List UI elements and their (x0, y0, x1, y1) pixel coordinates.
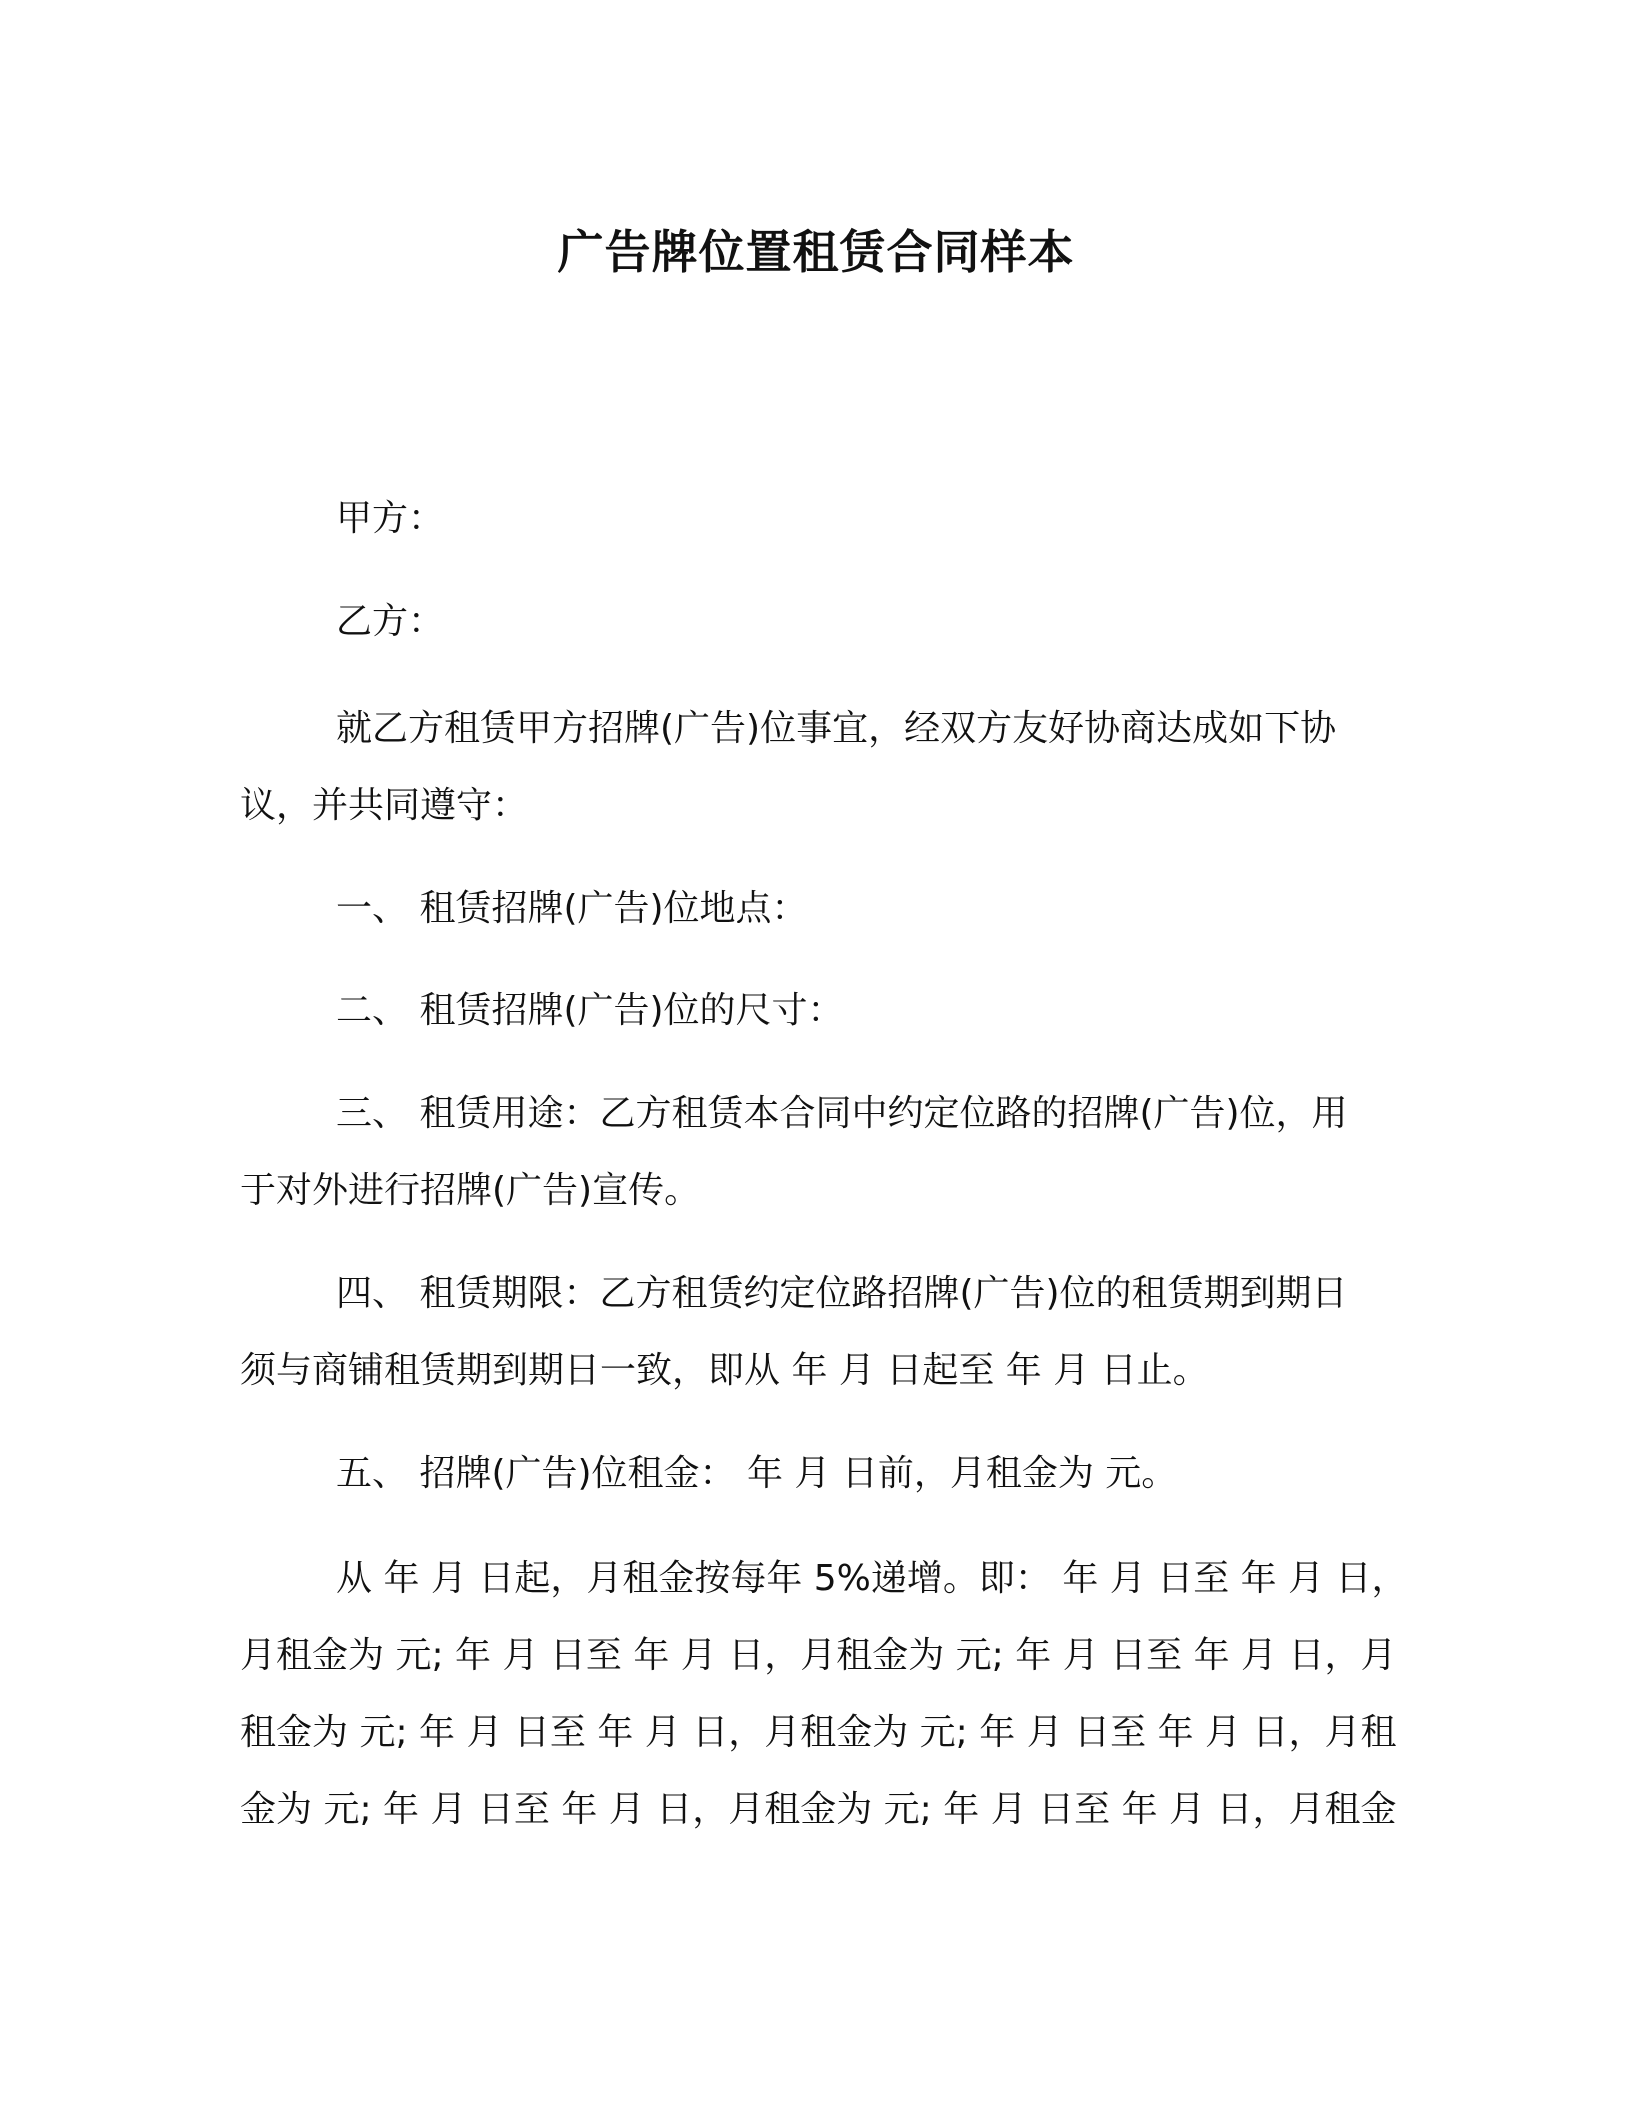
intro-line: 就乙方租赁甲方招牌(广告)位事宜，经双方友好协商达成如下协 (336, 708, 1337, 749)
clause-5-text: 五、 招牌(广告)位租金： 年 月 日前，月租金为 元。 (336, 1453, 1178, 1494)
clause-1 (240, 870, 1390, 947)
clause-5 (240, 1435, 1390, 1512)
clause-1-text: 一、 租赁招牌(广告)位地点： (336, 888, 808, 929)
party-a-line (240, 480, 1390, 557)
party-b-line (240, 583, 1390, 660)
clause-4-line: 须与商铺租赁期到期日一致，即从 年 月 日起至 年 月 日止。 (240, 1350, 1209, 1391)
intro-line: 议，并共同遵守： (240, 785, 529, 826)
clause-4 (240, 1255, 1390, 1409)
clause-3 (240, 1075, 1390, 1229)
rent-schedule-paragraph (240, 1540, 1408, 1848)
party-b-label: 乙方： (336, 601, 445, 642)
party-a-label: 甲方： (336, 498, 445, 539)
document-title: 广告牌位置租赁合同样本 (557, 225, 1075, 279)
intro-paragraph (240, 690, 1390, 844)
clause-4-line: 四、 租赁期限：乙方租赁约定位路招牌(广告)位的租赁期到期日 (336, 1273, 1348, 1314)
rent-schedule-line: 租金为 元; 年 月 日至 年 月 日，月租金为 元; 年 月 日至 年 月 日，月租 (240, 1712, 1397, 1753)
clause-2-text: 二、 租赁招牌(广告)位的尺寸： (336, 990, 844, 1031)
clause-3-line: 于对外进行招牌(广告)宣传。 (240, 1170, 701, 1211)
rent-schedule-line: 金为 元; 年 月 日至 年 月 日，月租金为 元; 年 月 日至 年 月 日，月租金 (240, 1789, 1397, 1830)
rent-schedule-line: 从 年 月 日起，月租金按每年 5%递增。即： 年 月 日至 年 月 日， (336, 1558, 1408, 1599)
clause-2 (240, 972, 1390, 1049)
rent-schedule-line: 月租金为 元; 年 月 日至 年 月 日，月租金为 元; 年 月 日至 年 月 日，月 (240, 1635, 1397, 1676)
clause-3-line: 三、 租赁用途：乙方租赁本合同中约定位路的招牌(广告)位，用 (336, 1093, 1348, 1134)
